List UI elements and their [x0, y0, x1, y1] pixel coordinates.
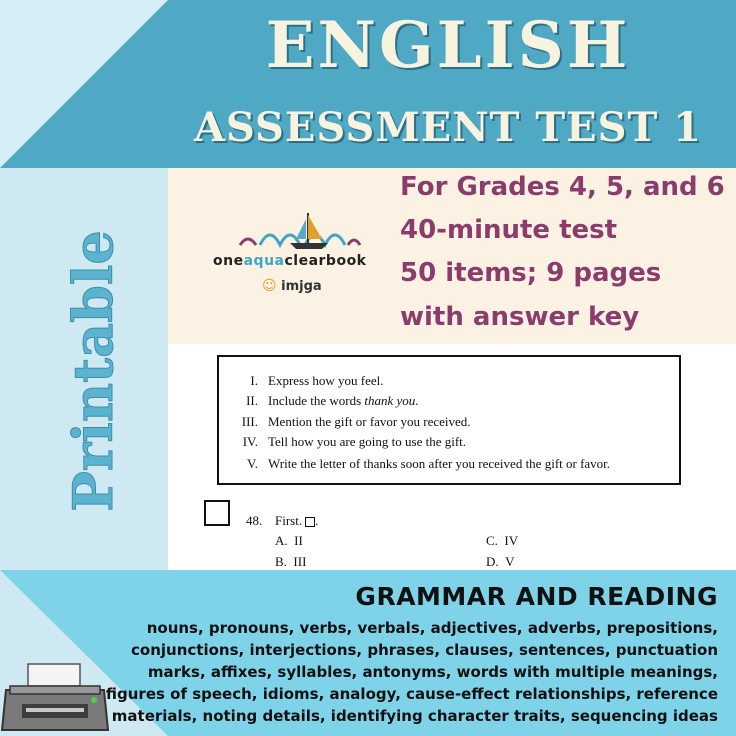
criteria-num: V.: [247, 456, 258, 471]
topics-title: GRAMMAR AND READING: [355, 582, 718, 611]
info-items: 50 items; 9 pages: [400, 258, 662, 288]
criteria-item: Express how you feel.: [268, 373, 384, 388]
info-duration: 40-minute test: [400, 215, 618, 245]
page-title: ENGLISH: [265, 8, 631, 83]
page-subtitle: ASSESSMENT TEST 1: [194, 104, 702, 151]
option-d: D. V: [486, 554, 515, 569]
option-a: A. II: [275, 533, 303, 548]
topics-line: conjunctions, interjections, phrases, clauses, sentences, punctuation: [131, 641, 718, 659]
info-grades: For Grades 4, 5, and 6: [400, 172, 725, 202]
logo-wordmark: oneaquaclearbook: [213, 253, 367, 269]
topics-line: marks, affixes, syllables, antonyms, words with multiple meanings,: [147, 663, 718, 681]
topics-line: figures of speech, idioms, analogy, cause-effect relationships, reference: [105, 685, 718, 703]
criteria-item: Include the words thank you.: [268, 393, 419, 408]
option-b: B. III: [275, 554, 307, 569]
header-corner-wedge: [0, 0, 168, 168]
criteria-num: I.: [250, 373, 258, 388]
question-stem: First. .: [275, 513, 319, 528]
criteria-num: III.: [241, 414, 258, 429]
answer-box[interactable]: [204, 500, 230, 526]
printable-text: Printable: [61, 230, 125, 512]
criteria-item: Tell how you are going to use the gift.: [268, 434, 467, 449]
question-number: 48.: [246, 513, 263, 528]
criteria-item: Mention the gift or favor you received.: [268, 414, 471, 429]
printable-label: [12, 226, 132, 516]
criteria-num: II.: [246, 393, 258, 408]
topics-line: nouns, pronouns, verbs, verbals, adjectives, adverbs, prepositions,: [146, 619, 718, 637]
option-c: C. IV: [486, 533, 519, 548]
criteria-num: IV.: [242, 434, 258, 449]
logo-figure-icon: ☺: [262, 278, 277, 294]
logo-subtitle: ☺ imjga: [262, 278, 322, 294]
printer-icon: [0, 660, 110, 736]
info-answer-key: with answer key: [400, 302, 640, 332]
blank-square-icon: [305, 517, 315, 527]
topics-line: materials, noting details, identifying character traits, sequencing ideas: [111, 707, 718, 725]
criteria-item: Write the letter of thanks soon after you received the gift or favor.: [268, 456, 611, 471]
